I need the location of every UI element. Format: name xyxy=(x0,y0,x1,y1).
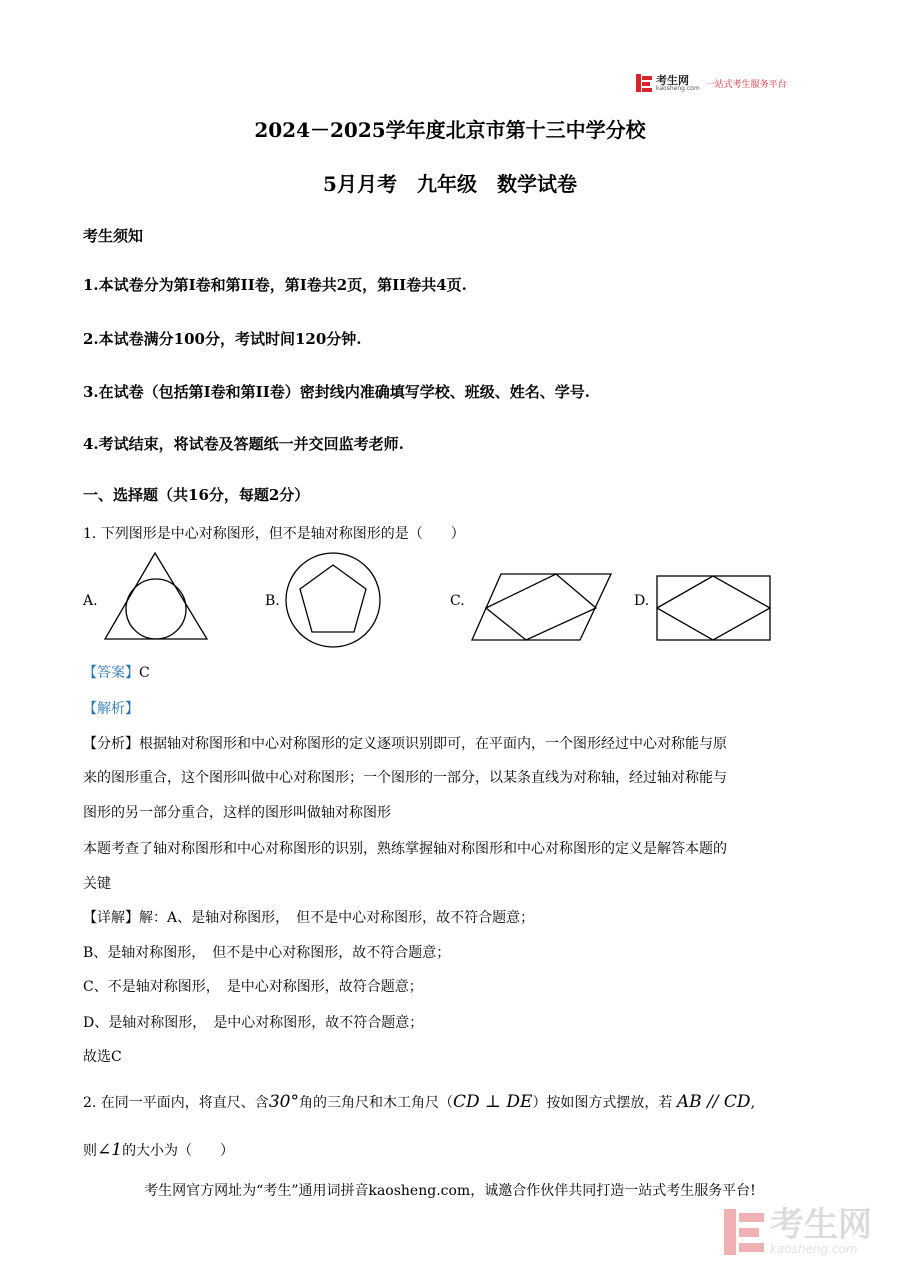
q2-angle1: ∠1 xyxy=(97,1140,123,1160)
header-logo xyxy=(636,72,787,94)
option-a-label: A. xyxy=(83,593,98,609)
q2-stem-line2 xyxy=(83,1140,234,1160)
detail-line: 故选C xyxy=(83,1049,122,1065)
q1-stem: 1. 下列图形是中心对称图形，但不是轴对称图形的是（ ） xyxy=(83,526,465,542)
analysis-tag: 【解析】 xyxy=(83,701,139,717)
notice-item: 2.本试卷满分100分，考试时间120分钟. xyxy=(83,330,362,348)
answer-value: C xyxy=(139,665,150,681)
analysis-line: 图形的另一部分重合，这样的图形叫做轴对称图形 xyxy=(83,805,391,821)
q2-angle: 30° xyxy=(268,1092,299,1112)
notice-item: 4.考试结束，将试卷及答题纸一并交回监考老师. xyxy=(83,435,404,453)
section-heading: 一、选择题（共16分，每题2分） xyxy=(83,486,310,504)
analysis-line: 来的图形重合，这个图形叫做中心对称图形；一个图形的一部分，以某条直线为对称轴，经过轴对称能与 xyxy=(83,770,727,786)
detail-line: 【详解】解：A、是轴对称图形， 但不是中心对称图形，故不符合题意； xyxy=(83,910,535,926)
detail-line: B、是轴对称图形， 但不是中心对称图形，故不符合题意； xyxy=(83,945,451,961)
detail-line: D、是轴对称图形， 是中心对称图形，故不符合题意； xyxy=(83,1015,424,1031)
kaosheng-logo-icon xyxy=(636,74,652,92)
q2-text: 2. 在同一平面内，将直尺、含 xyxy=(83,1095,269,1111)
q1-answer xyxy=(83,662,150,682)
option-b-label: B. xyxy=(265,593,280,609)
logo-slogan: 一站式考生服务平台 xyxy=(705,79,787,90)
q2-text: 则 xyxy=(83,1143,97,1159)
analysis-line: 本题考查了轴对称图形和中心对称图形的识别，熟练掌握轴对称图形和中心对称图形的定义是解答本题的 xyxy=(83,841,727,857)
notice-item: 3.在试卷（包括第I卷和第II卷）密封线内准确填写学校、班级、姓名、学号. xyxy=(83,383,590,401)
footer-text: 考生网官方网址为“考生”通用词拼音kaosheng.com，诚邀合作伙伴共同打造一站式考生服务平台! xyxy=(144,1183,756,1199)
q2-parallel: AB // CD xyxy=(676,1092,751,1112)
answer-tag: 【答案】 xyxy=(83,665,139,681)
option-a-figure xyxy=(102,550,212,642)
exam-title-line1: 2024－2025学年度北京市第十三中学分校 xyxy=(254,118,646,142)
notice-heading: 考生须知 xyxy=(83,227,144,245)
logo-name: 考生网 xyxy=(656,73,689,87)
option-b-figure xyxy=(283,550,385,652)
q2-stem xyxy=(83,1092,755,1112)
watermark-logo-icon xyxy=(724,1209,764,1255)
option-d-figure xyxy=(655,574,773,642)
exam-title-line2: 5月月考 九年级 数学试卷 xyxy=(323,172,577,196)
detail-line: C、不是轴对称图形， 是中心对称图形，故符合题意； xyxy=(83,979,423,995)
q2-text: , xyxy=(750,1095,756,1111)
logo-url: kaosheng.com xyxy=(656,84,700,92)
option-c-figure xyxy=(470,572,615,642)
watermark-name: 考生网 xyxy=(770,1205,872,1245)
watermark-url: kaosheng.com xyxy=(770,1242,858,1256)
option-d-label: D. xyxy=(634,593,650,609)
analysis-line: 关键 xyxy=(83,876,111,892)
analysis-line: 【分析】根据轴对称图形和中心对称图形的定义逐项识别即可，在平面内，一个图形经过中心对称能与原 xyxy=(83,736,727,752)
q2-text: 角的三角尺和木工角尺（ xyxy=(298,1095,453,1111)
watermark xyxy=(724,1205,872,1256)
option-c-label: C. xyxy=(450,593,465,609)
q2-text: 的大小为（ ） xyxy=(122,1143,235,1159)
q2-text: ）按如图方式摆放，若 xyxy=(532,1095,673,1111)
notice-item: 1.本试卷分为第I卷和第II卷，第I卷共2页，第II卷共4页. xyxy=(83,276,467,294)
q2-perpendicular: CD ⊥ DE xyxy=(452,1092,533,1112)
